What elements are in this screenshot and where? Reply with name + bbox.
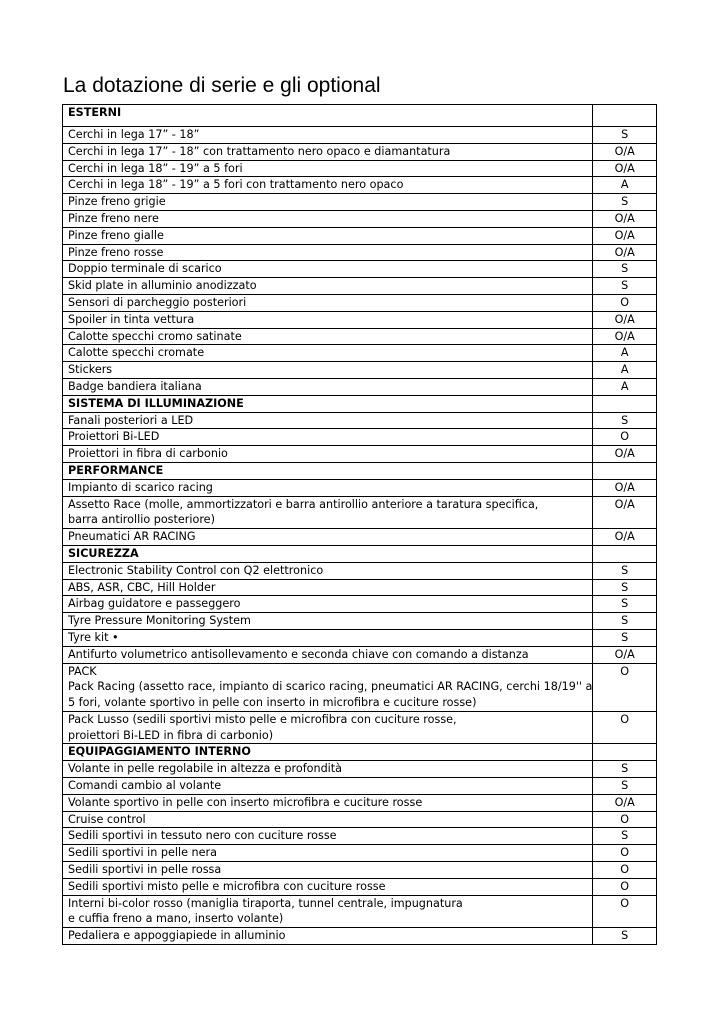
feature-label — [63, 362, 593, 379]
feature-label — [63, 579, 593, 596]
availability-code: A — [593, 362, 657, 379]
table-row — [63, 294, 657, 311]
table-row — [63, 663, 657, 711]
table-row — [63, 596, 657, 613]
table-row — [63, 177, 657, 194]
feature-label — [63, 446, 593, 463]
feature-label — [63, 479, 593, 496]
availability-code — [593, 105, 657, 127]
feature-label — [63, 311, 593, 328]
table-row — [63, 761, 657, 778]
table-row — [63, 378, 657, 395]
availability-code: S — [593, 761, 657, 778]
table-row — [63, 328, 657, 345]
table-row — [63, 862, 657, 879]
feature-label — [63, 261, 593, 278]
label-line: SISTEMA DI ILLUMINAZIONE — [68, 396, 244, 410]
label-line: barra antirollio posteriore) — [68, 513, 215, 527]
feature-label — [63, 596, 593, 613]
availability-code: O/A — [593, 496, 657, 529]
label-line: Pinze freno rosse — [68, 245, 164, 259]
label-line: ESTERNI — [68, 106, 122, 119]
table-row — [63, 711, 657, 744]
availability-code: S — [593, 928, 657, 945]
label-line: Sedili sportivi in pelle rossa — [68, 863, 222, 877]
feature-label — [63, 429, 593, 446]
page-title: La dotazione di serie e gli optional — [63, 74, 381, 97]
section-title — [63, 462, 593, 479]
table-row — [63, 479, 657, 496]
availability-code — [593, 744, 657, 761]
table-row — [63, 261, 657, 278]
feature-label — [63, 278, 593, 295]
feature-label — [63, 529, 593, 546]
label-line: Cruise control — [68, 812, 146, 826]
table-row — [63, 895, 657, 928]
label-line: Pneumatici AR RACING — [68, 530, 196, 544]
table-row — [63, 613, 657, 630]
table-row — [63, 345, 657, 362]
feature-label — [63, 177, 593, 194]
table-row — [63, 143, 657, 160]
label-line: Airbag guidatore e passeggero — [68, 597, 241, 611]
feature-label — [63, 761, 593, 778]
table-row — [63, 778, 657, 795]
table-row — [63, 629, 657, 646]
availability-code: O/A — [593, 446, 657, 463]
availability-code: O — [593, 895, 657, 928]
availability-code: O/A — [593, 143, 657, 160]
label-line: Pinze freno nere — [68, 211, 159, 225]
label-line: Antifurto volumetrico antisollevamento e seconda chiave con comando a distanza — [68, 647, 529, 661]
availability-code: A — [593, 177, 657, 194]
table-row — [63, 244, 657, 261]
availability-code: O — [593, 811, 657, 828]
section-header-row — [63, 462, 657, 479]
label-line: Cerchi in lega 18” - 19” a 5 fori — [68, 161, 243, 175]
table-row — [63, 227, 657, 244]
section-header-row — [63, 545, 657, 562]
label-line: EQUIPAGGIAMENTO INTERNO — [68, 745, 251, 759]
label-line: Sensori di parcheggio posteriori — [68, 295, 247, 309]
section-title — [63, 105, 593, 127]
label-line: Pinze freno gialle — [68, 228, 164, 242]
table-row — [63, 794, 657, 811]
availability-code: O — [593, 711, 657, 744]
feature-label — [63, 794, 593, 811]
availability-code: O/A — [593, 160, 657, 177]
label-line: Calotte specchi cromate — [68, 346, 205, 360]
feature-label — [63, 928, 593, 945]
table-row — [63, 845, 657, 862]
equipment-table — [62, 104, 657, 945]
feature-label — [63, 828, 593, 845]
availability-code — [593, 462, 657, 479]
label-line: Pack Racing (assetto race, impianto di scarico racing, pneumatici AR RACING, cerchi 18/19'' a — [68, 680, 593, 694]
availability-code: O — [593, 294, 657, 311]
availability-code: S — [593, 596, 657, 613]
feature-label — [63, 127, 593, 144]
label-line: 5 fori, volante sportivo in pelle con inserto in microfibra e cuciture rosse) — [68, 696, 477, 710]
label-line: Sedili sportivi in pelle nera — [68, 846, 217, 860]
availability-code: O — [593, 878, 657, 895]
section-title — [63, 744, 593, 761]
availability-code: O — [593, 845, 657, 862]
section-header-row — [63, 395, 657, 412]
table-row — [63, 127, 657, 144]
table-row — [63, 311, 657, 328]
availability-code: O/A — [593, 328, 657, 345]
label-line: Volante in pelle regolabile in altezza e profondità — [68, 762, 343, 776]
label-line: Volante sportivo in pelle con inserto microfibra e cuciture rosse — [68, 795, 423, 809]
equipment-table-body — [63, 105, 657, 945]
availability-code: S — [593, 194, 657, 211]
label-line: Pinze freno grigie — [68, 195, 166, 209]
table-row — [63, 362, 657, 379]
section-title — [63, 545, 593, 562]
label-line: Cerchi in lega 18” - 19” a 5 fori con trattamento nero opaco — [68, 178, 404, 192]
feature-label — [63, 294, 593, 311]
feature-label — [63, 711, 593, 744]
feature-label — [63, 562, 593, 579]
label-line: Comandi cambio al volante — [68, 779, 222, 793]
feature-label — [63, 328, 593, 345]
availability-code: S — [593, 261, 657, 278]
feature-label — [63, 845, 593, 862]
table-row — [63, 878, 657, 895]
table-row — [63, 429, 657, 446]
label-line: Skid plate in alluminio anodizzato — [68, 279, 257, 293]
label-line: Tyre Pressure Monitoring System — [68, 614, 251, 628]
availability-code: S — [593, 778, 657, 795]
table-row — [63, 529, 657, 546]
label-line: PACK — [68, 664, 97, 678]
table-row — [63, 828, 657, 845]
table-row — [63, 194, 657, 211]
feature-label — [63, 663, 593, 711]
availability-code: O — [593, 862, 657, 879]
feature-label — [63, 244, 593, 261]
label-line: Calotte specchi cromo satinate — [68, 329, 242, 343]
label-line: Proiettori Bi-LED — [68, 430, 160, 444]
table-row — [63, 562, 657, 579]
label-line: Tyre kit • — [68, 630, 119, 644]
feature-label — [63, 227, 593, 244]
feature-label — [63, 646, 593, 663]
label-line: Cerchi in lega 17” - 18” — [68, 128, 200, 141]
label-line: Doppio terminale di scarico — [68, 262, 222, 276]
label-line: Pack Lusso (sedili sportivi misto pelle e microfibra con cuciture rosse, — [68, 712, 457, 726]
label-line: Electronic Stability Control con Q2 elettronico — [68, 563, 324, 577]
label-line: Sedili sportivi in tessuto nero con cuciture rosse — [68, 829, 337, 843]
section-header-row — [63, 105, 657, 127]
availability-code: S — [593, 127, 657, 144]
table-row — [63, 928, 657, 945]
label-line: e cuffia freno a mano, inserto volante) — [68, 912, 284, 926]
label-line: Badge bandiera italiana — [68, 379, 202, 393]
feature-label — [63, 895, 593, 928]
availability-code: O/A — [593, 529, 657, 546]
label-line: Pedaliera e appoggiapiede in alluminio — [68, 929, 286, 943]
feature-label — [63, 345, 593, 362]
feature-label — [63, 778, 593, 795]
table-row — [63, 446, 657, 463]
availability-code: S — [593, 412, 657, 429]
section-header-row — [63, 744, 657, 761]
label-line: proiettori Bi-LED in fibra di carbonio) — [68, 728, 274, 742]
table-row — [63, 412, 657, 429]
label-line: ABS, ASR, CBC, Hill Holder — [68, 580, 216, 594]
availability-code — [593, 395, 657, 412]
feature-label — [63, 378, 593, 395]
availability-code: O/A — [593, 210, 657, 227]
label-line: Stickers — [68, 363, 113, 377]
feature-label — [63, 811, 593, 828]
availability-code — [593, 545, 657, 562]
label-line: Cerchi in lega 17” - 18” con trattamento nero opaco e diamantatura — [68, 144, 451, 158]
label-line: Fanali posteriori a LED — [68, 413, 194, 427]
table-row — [63, 496, 657, 529]
table-row — [63, 579, 657, 596]
section-title — [63, 395, 593, 412]
feature-label — [63, 629, 593, 646]
feature-label — [63, 194, 593, 211]
availability-code: S — [593, 828, 657, 845]
feature-label — [63, 210, 593, 227]
availability-code: S — [593, 278, 657, 295]
table-row — [63, 160, 657, 177]
feature-label — [63, 412, 593, 429]
feature-label — [63, 613, 593, 630]
availability-code: A — [593, 345, 657, 362]
label-line: Proiettori in fibra di carbonio — [68, 447, 228, 461]
label-line: Sedili sportivi misto pelle e microfibra con cuciture rosse — [68, 879, 386, 893]
availability-code: O/A — [593, 646, 657, 663]
availability-code: O — [593, 663, 657, 711]
table-row — [63, 646, 657, 663]
availability-code: S — [593, 629, 657, 646]
availability-code: O/A — [593, 244, 657, 261]
availability-code: S — [593, 613, 657, 630]
label-line: Impianto di scarico racing — [68, 480, 213, 494]
table-row — [63, 210, 657, 227]
feature-label — [63, 496, 593, 529]
feature-label — [63, 878, 593, 895]
table-row — [63, 278, 657, 295]
availability-code: S — [593, 579, 657, 596]
availability-code: O/A — [593, 794, 657, 811]
label-line: SICUREZZA — [68, 546, 139, 560]
label-line: PERFORMANCE — [68, 463, 164, 477]
availability-code: O/A — [593, 311, 657, 328]
label-line: Assetto Race (molle, ammortizzatori e barra antirollio anteriore a taratura specifica, — [68, 497, 539, 511]
availability-code: O — [593, 429, 657, 446]
feature-label — [63, 143, 593, 160]
label-line: Spoiler in tinta vettura — [68, 312, 195, 326]
label-line: Interni bi-color rosso (maniglia tiraporta, tunnel centrale, impugnatura — [68, 896, 463, 910]
table-row — [63, 811, 657, 828]
availability-code: O/A — [593, 227, 657, 244]
availability-code: S — [593, 562, 657, 579]
availability-code: O/A — [593, 479, 657, 496]
feature-label — [63, 160, 593, 177]
feature-label — [63, 862, 593, 879]
availability-code: A — [593, 378, 657, 395]
